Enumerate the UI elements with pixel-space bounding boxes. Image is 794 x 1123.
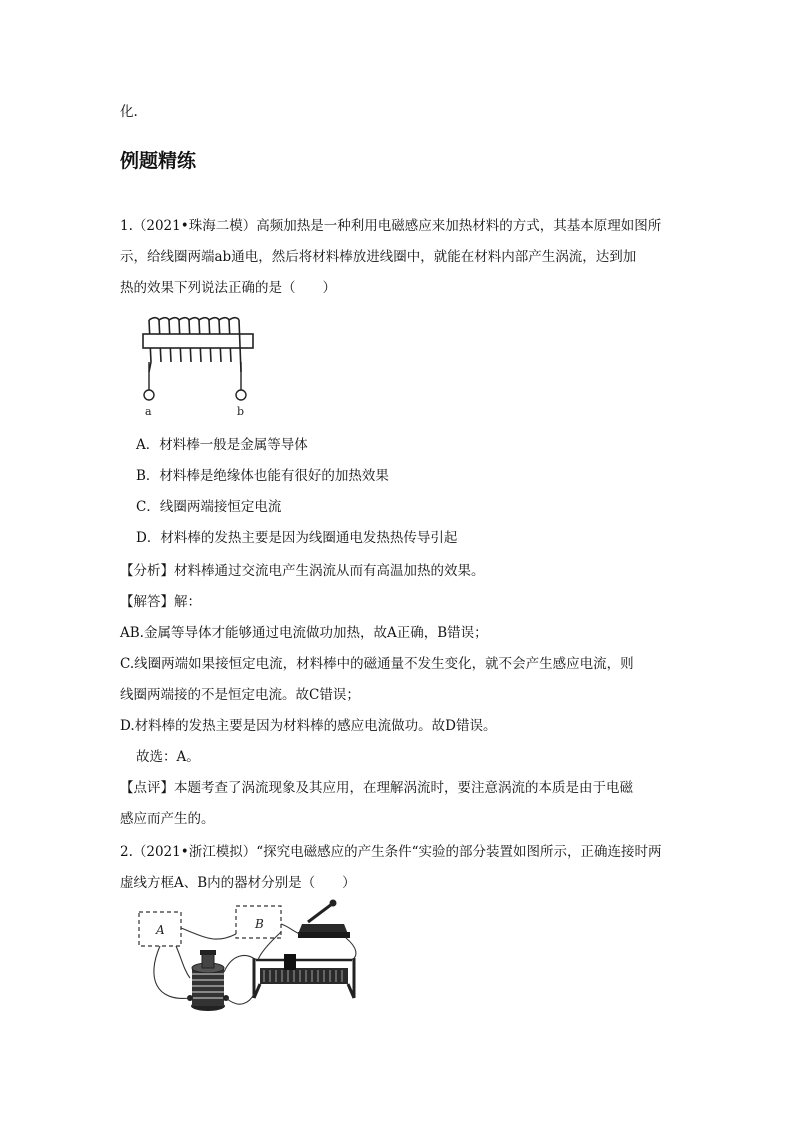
q1-solution-line-3: 线圈两端接的不是恒定电流。故C错误； — [120, 687, 360, 703]
q1-solution-line-1: AB.金属等导体才能够通过电流做功加热，故A正确，B错误； — [120, 625, 488, 641]
terminal-a-label: a — [145, 405, 152, 418]
q1-analysis: 【分析】材料棒通过交流电产生涡流从而有高温加热的效果。 — [120, 563, 485, 579]
q1-solution-line-2: C.线圈两端如果接恒定电流，材料棒中的磁通量不发生变化，就不会产生感应电流，则 — [120, 656, 634, 672]
continuation-text: 化. — [120, 104, 138, 120]
q1-answer: 故选：A。 — [136, 749, 200, 765]
material-rod — [143, 334, 253, 348]
knife-switch-icon — [298, 900, 350, 939]
coil-figure — [136, 312, 266, 420]
sliding-rheostat-icon — [254, 954, 354, 998]
induction-apparatus-figure — [136, 898, 366, 1016]
q2-stem-line-2: 虚线方框A、B内的器材分别是（ ） — [120, 875, 356, 891]
section-title: 例题精练 — [120, 150, 197, 172]
q1-comment-line-1: 【点评】本题考查了涡流现象及其应用，在理解涡流时，要注意涡流的本质是由于电磁 — [120, 780, 633, 796]
box-a-label: A — [156, 923, 165, 937]
q1-comment-line-2: 感应而产生的。 — [120, 811, 215, 827]
q1-option-a: A．材料棒一般是金属等导体 — [136, 437, 308, 453]
q1-stem-line-3: 热的效果下列说法正确的是（ ） — [120, 280, 336, 296]
terminal-b-label: b — [237, 405, 245, 418]
q1-option-c: C．线圈两端接恒定电流 — [136, 499, 282, 515]
q1-option-d: D．材料棒的发热主要是因为线圈通电发热热传导引起 — [136, 530, 458, 546]
q1-stem-line-1: 1.（2021•珠海二模）高频加热是一种利用电磁感应来加热材料的方式，其基本原理如图所 — [120, 218, 662, 234]
solenoid-coil-icon — [187, 950, 229, 1011]
q1-option-b: B．材料棒是绝缘体也能有很好的加热效果 — [136, 468, 389, 484]
terminal-a — [144, 390, 154, 400]
q1-solution-line-4: D.材料棒的发热主要是因为材料棒的感应电流做功。故D错误。 — [120, 718, 497, 734]
q1-solution-title: 【解答】解： — [120, 594, 201, 610]
q1-stem-line-2: 示，给线圈两端ab通电，然后将材料棒放进线圈中，就能在材料内部产生涡流，达到加 — [120, 249, 637, 265]
box-b-label: B — [255, 917, 264, 931]
terminal-b — [236, 390, 246, 400]
q2-stem-line-1: 2.（2021•浙江模拟）“探究电磁感应的产生条件“实验的部分装置如图所示，正确连接时两 — [120, 844, 662, 860]
